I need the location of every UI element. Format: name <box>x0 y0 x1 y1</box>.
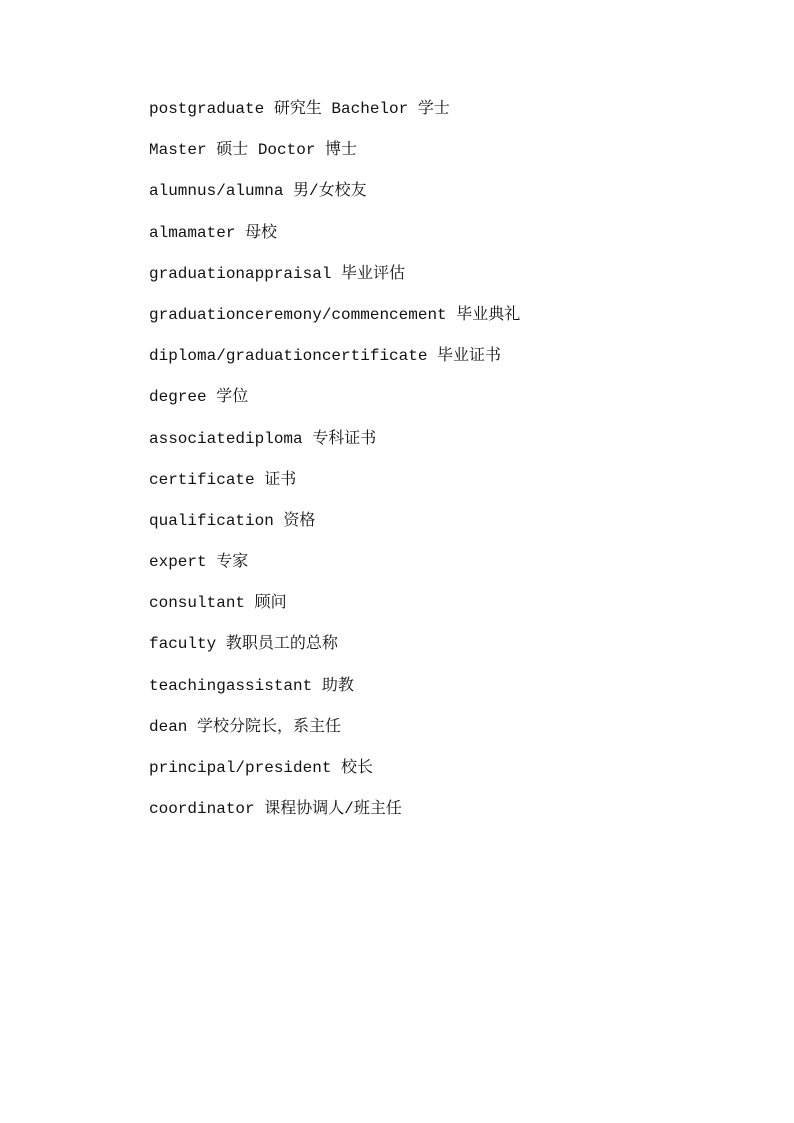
vocabulary-entry: teachingassistant 助教 <box>149 676 354 695</box>
vocabulary-entry: coordinator 课程协调人/班主任 <box>149 800 402 819</box>
vocabulary-entry: diploma/graduationcertificate 毕业证书 <box>149 347 502 366</box>
vocabulary-entry: faculty 教职员工的总称 <box>149 635 338 654</box>
vocabulary-entry: alumnus/alumna 男/女校友 <box>149 182 367 201</box>
vocabulary-line <box>149 630 520 671</box>
vocabulary-entry: consultant 顾问 <box>149 594 287 613</box>
vocabulary-entry: postgraduate 研究生 Bachelor 学士 <box>149 100 450 118</box>
vocabulary-line <box>149 301 520 342</box>
vocabulary-entry: Master 硕士 Doctor 博士 <box>149 141 358 160</box>
vocabulary-entry: graduationappraisal 毕业评估 <box>149 264 406 283</box>
vocabulary-entry: associatediploma 专科证书 <box>149 429 377 448</box>
vocabulary-entry: principal/president 校长 <box>149 759 374 777</box>
vocabulary-entry: certificate 证书 <box>149 470 297 489</box>
vocabulary-line <box>149 383 520 424</box>
vocabulary-entry: expert 专家 <box>149 553 249 572</box>
vocabulary-line <box>149 95 520 136</box>
vocabulary-line <box>149 795 520 836</box>
vocabulary-line <box>149 260 520 301</box>
vocabulary-line <box>149 177 520 218</box>
vocabulary-line <box>149 136 520 177</box>
vocabulary-line <box>149 342 520 383</box>
vocabulary-line <box>149 466 520 507</box>
vocabulary-entry: dean 学校分院长，系主任 <box>149 717 342 736</box>
vocabulary-entry: graduationceremony/commencement 毕业典礼 <box>149 305 521 324</box>
vocabulary-line <box>149 548 520 589</box>
vocabulary-line <box>149 425 520 466</box>
vocabulary-line <box>149 219 520 260</box>
vocabulary-line <box>149 507 520 548</box>
vocabulary-line <box>149 672 520 713</box>
vocabulary-line <box>149 754 520 795</box>
vocabulary-entry: almamater 母校 <box>149 223 278 242</box>
vocabulary-line <box>149 713 520 754</box>
vocabulary-entry: qualification 资格 <box>149 511 316 530</box>
vocabulary-line <box>149 589 520 630</box>
vocabulary-list <box>149 95 520 836</box>
vocabulary-entry: degree 学位 <box>149 388 249 407</box>
